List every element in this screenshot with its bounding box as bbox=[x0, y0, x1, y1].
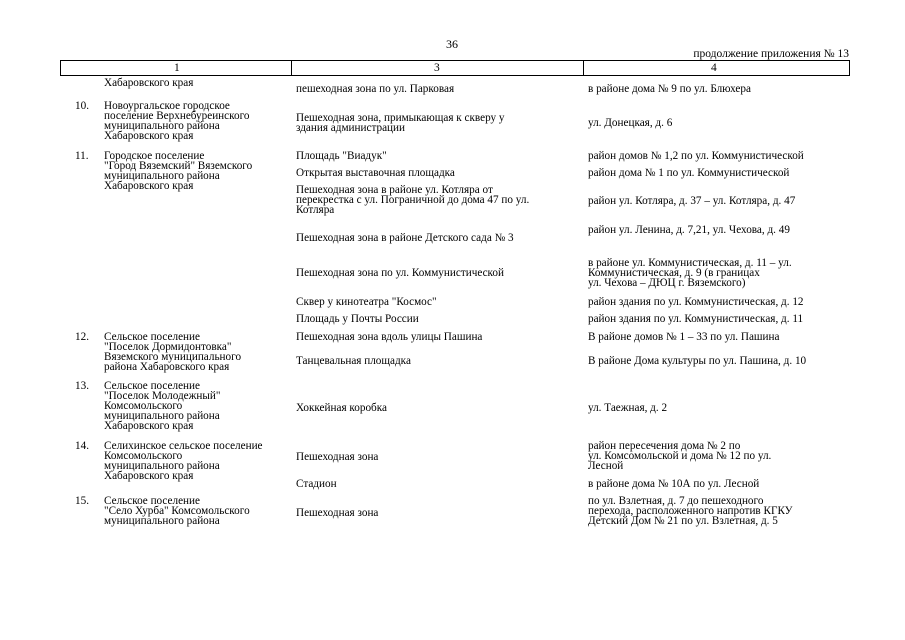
row-number: 11. bbox=[75, 150, 89, 162]
continuation-note: продолжение приложения № 13 bbox=[693, 48, 849, 60]
header-col-1: 1 bbox=[174, 62, 180, 74]
zone-location: район здания по ул. Коммунистическая, д. 11 bbox=[588, 313, 804, 325]
column-divider bbox=[291, 61, 292, 75]
row-place: Сельское поселение "Поселок Молодежный" Комсомольского муниципального района Хабаровского края bbox=[104, 380, 221, 432]
zone-name: Площадь "Виадук" bbox=[296, 150, 387, 162]
zone-location: в районе ул. Коммунистическая, д. 11 – ул. Коммунистическая, д. 9 (в границах ул. Чехова – ДЮЦ г. Вяземского) bbox=[588, 257, 792, 289]
zone-name: Хоккейная коробка bbox=[296, 402, 387, 414]
row-number: 14. bbox=[75, 440, 89, 452]
zone-location: В районе Дома культуры по ул. Пашина, д. 10 bbox=[588, 355, 807, 367]
zone-location: район пересечения дома № 2 по ул. Комсомольской и дома № 12 по ул. Лесной bbox=[588, 440, 772, 472]
row-place: Селихинское сельское поселение Комсомольского муниципального района Хабаровского края bbox=[104, 440, 263, 482]
zone-name: Стадион bbox=[296, 478, 337, 490]
zone-name: Танцевальная площадка bbox=[296, 355, 411, 367]
zone-location: район здания по ул. Коммунистическая, д. 12 bbox=[588, 296, 804, 308]
zone-name: Пешеходная зона в районе ул. Котляра от перекрестка с ул. Пограничной до дома 47 по ул. Котляра bbox=[296, 184, 530, 216]
zone-location: район ул. Котляра, д. 37 – ул. Котляра, д. 47 bbox=[588, 195, 796, 207]
row-place: Хабаровского края bbox=[104, 77, 194, 89]
zone-name: Пешеходная зона в районе Детского сада № 3 bbox=[296, 232, 514, 244]
zone-location: В районе домов № 1 – 33 по ул. Пашина bbox=[588, 331, 780, 343]
column-divider bbox=[583, 61, 584, 75]
row-place: Сельское поселение "Поселок Дормидонтовка" Вяземского муниципального района Хабаровского края bbox=[104, 331, 242, 373]
zone-name: Сквер у кинотеатра "Космос" bbox=[296, 296, 437, 308]
row-place: Городское поселение "Город Вяземский" Вяземского муниципального района Хабаровского края bbox=[104, 150, 253, 192]
zone-location: по ул. Взлетная, д. 7 до пешеходного перехода, расположенного напротив КГКУ Детский Дом № 21 по ул. Взлетная, д. 5 bbox=[588, 495, 793, 527]
row-number: 10. bbox=[75, 100, 89, 112]
row-place: Новоургальское городское поселение Верхнебуреинского муниципального района Хабаровского края bbox=[104, 100, 250, 142]
row-number: 12. bbox=[75, 331, 89, 343]
zone-name: пешеходная зона по ул. Парковая bbox=[296, 83, 455, 95]
header-col-4: 4 bbox=[711, 62, 717, 74]
zone-location: в районе дома № 9 по ул. Блюхера bbox=[588, 83, 751, 95]
header-col-3: 3 bbox=[434, 62, 440, 74]
zone-location: район дома № 1 по ул. Коммунистической bbox=[588, 167, 790, 179]
zone-name: Пешеходная зона по ул. Коммунистической bbox=[296, 267, 504, 279]
zone-location: в районе дома № 10А по ул. Лесной bbox=[588, 478, 760, 490]
zone-name: Пешеходная зона вдоль улицы Пашина bbox=[296, 331, 483, 343]
zone-name: Пешеходная зона bbox=[296, 451, 379, 463]
zone-name: Площадь у Почты России bbox=[296, 313, 419, 325]
row-number: 13. bbox=[75, 380, 89, 392]
zone-name: Открытая выставочная площадка bbox=[296, 167, 455, 179]
zone-location: ул. Донецкая, д. 6 bbox=[588, 117, 673, 129]
table-header bbox=[60, 60, 850, 76]
row-number: 15. bbox=[75, 495, 89, 507]
zone-name: Пешеходная зона bbox=[296, 507, 379, 519]
zone-location: район ул. Ленина, д. 7,21, ул. Чехова, д. 49 bbox=[588, 224, 790, 236]
zone-location: ул. Таежная, д. 2 bbox=[588, 402, 668, 414]
row-place: Сельское поселение "Село Хурба" Комсомольского муниципального района bbox=[104, 495, 250, 527]
zone-name: Пешеходная зона, примыкающая к скверу у здания администрации bbox=[296, 112, 505, 134]
page-number: 36 bbox=[446, 37, 458, 51]
zone-location: район домов № 1,2 по ул. Коммунистической bbox=[588, 150, 804, 162]
